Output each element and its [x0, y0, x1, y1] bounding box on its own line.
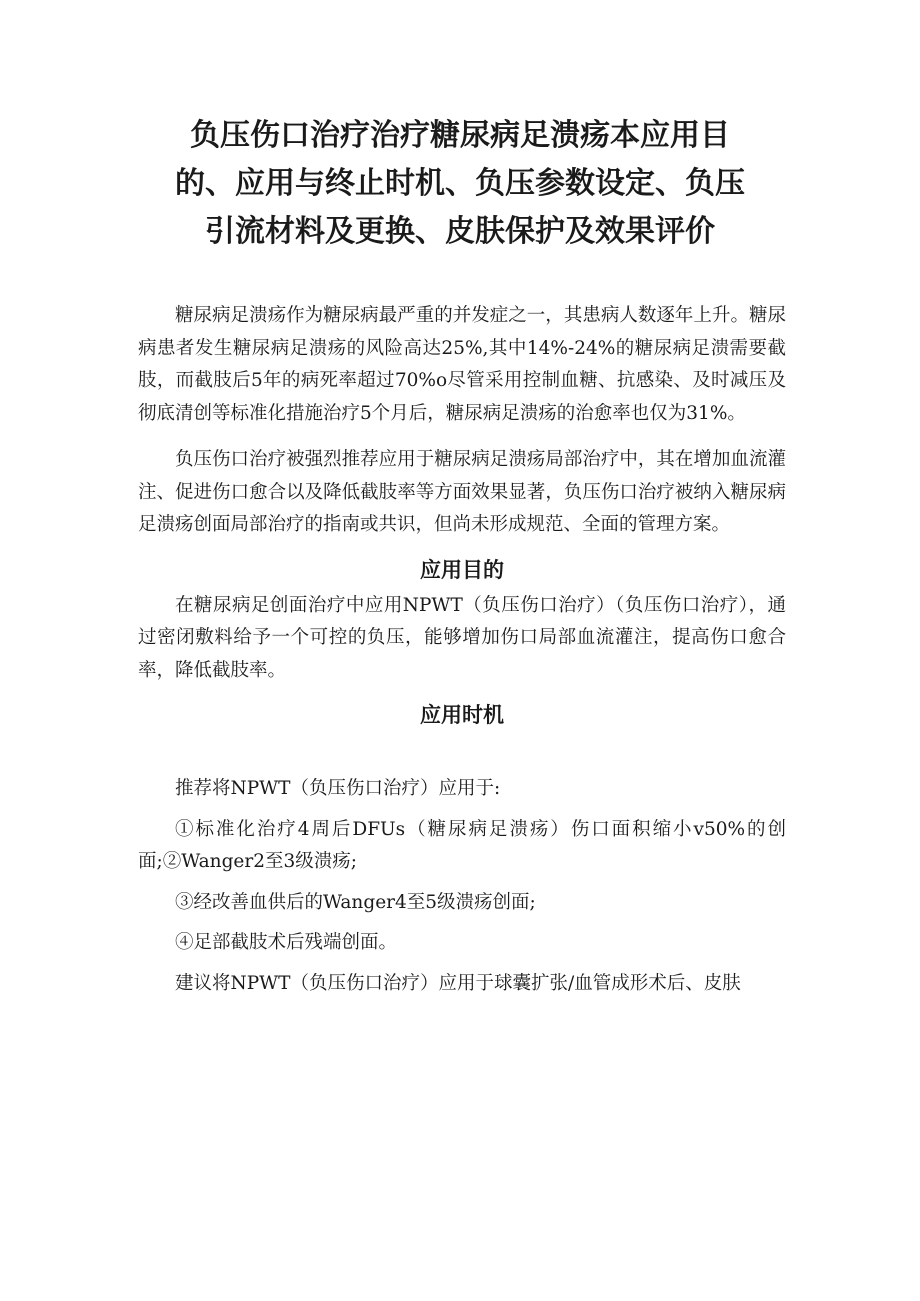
- timing-tail-text: 建议将NPWT（负压伤口治疗）应用于球囊扩张/血管成形术后、皮肤: [175, 972, 741, 994]
- section-heading-purpose: 应用目的: [420, 557, 504, 582]
- section-heading-timing: 应用时机: [420, 703, 504, 727]
- title-line: 引流材料及更换、皮肤保护及效果评价: [205, 214, 715, 249]
- intro-paragraph: 糖尿病足溃疡作为糖尿病最严重的并发症之一，其患病人数逐年上升。糖尿病患者发生糖尿病足溃疡的风险高达25%,其中14%-24%的糖尿病足溃需要截肢，而截肢后5年的病死率超过70%o尽管采用控制血糖、抗感染、及时减压及彻底清创等标准化措施治疗5个月后，糖尿病足溃疡的治愈率也仅为31%。: [138, 305, 786, 424]
- title-line: 的、应用与终止时机、负压参数设定、负压: [175, 166, 745, 201]
- document-title: [120, 112, 800, 256]
- purpose-paragraph: 在糖尿病足创面治疗中应用NPWT（负压伤口治疗）（负压伤口治疗），通过密闭敷料给予一个可控的负压，能够增加伤口局部血流灌注，提高伤口愈合率，降低截肢率。: [138, 594, 786, 681]
- timing-intro: 推荐将NPWT（负压伤口治疗）应用于:: [175, 778, 501, 799]
- timing-list-item: ①标准化治疗4周后DFUs（糖尿病足溃疡）伤口面积缩小v50%的创面;②Wanger2至3级溃疡;: [138, 818, 786, 872]
- document-body: [138, 300, 786, 1000]
- timing-list-item: ④足部截肢术后残端创面。: [175, 932, 398, 953]
- npwt-recommendation-paragraph: 负压伤口治疗被强烈推荐应用于糖尿病足溃疡局部治疗中，其在增加血流灌注、促进伤口愈合以及降低截肢率等方面效果显著，负压伤口治疗被纳入糖尿病足溃疡创面局部治疗的指南或共识，但尚未形成规范、全面的管理方案。: [138, 449, 786, 535]
- timing-list-item: ③经改善血供后的Wanger4至5级溃疡创面;: [175, 891, 536, 913]
- title-line: 负压伤口治疗治疗糖尿病足溃疡本应用目: [190, 118, 730, 153]
